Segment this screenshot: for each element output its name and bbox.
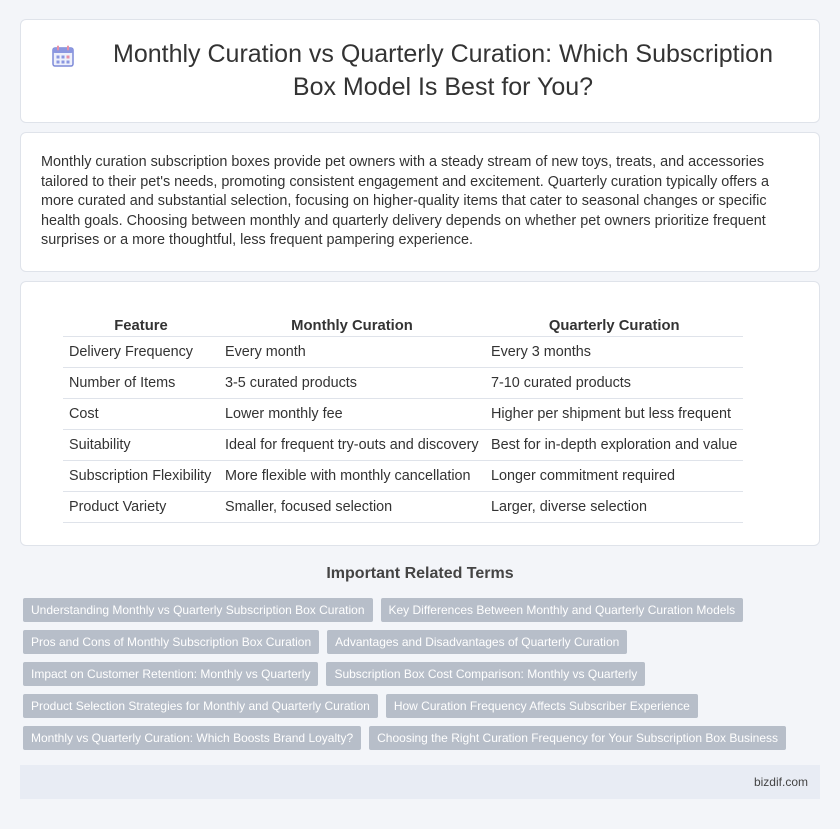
- related-tag-link[interactable]: Key Differences Between Monthly and Quarterly Curation Models: [381, 598, 744, 622]
- table-cell: Every month: [219, 337, 485, 368]
- table-cell: Longer commitment required: [485, 461, 743, 492]
- table-cell: More flexible with monthly cancellation: [219, 461, 485, 492]
- page-title: Monthly Curation vs Quarterly Curation: Which Subscription Box Model Is Best for You?: [113, 40, 773, 101]
- tag-row: [23, 630, 823, 654]
- table-row: [63, 368, 743, 399]
- table-cell: Smaller, focused selection: [219, 492, 485, 523]
- related-tags: [23, 598, 823, 758]
- table-cell: 3-5 curated products: [219, 368, 485, 399]
- table-row: [63, 461, 743, 492]
- related-tag-link[interactable]: Subscription Box Cost Comparison: Monthly vs Quarterly: [326, 662, 645, 686]
- intro-paragraph: Monthly curation subscription boxes provide pet owners with a steady stream of new toys, treats, and accessories tailored to their pet's needs, promoting consistent engagement and excitement. Quarterly curation typically offers a more curated and substantial selection, focusing on higher-quality items that cater to seasonal changes or specific health goals. Choosing between monthly and quarterly delivery depends on whether pet owners prioritize frequent surprises or a more thoughtful, less frequent pampering experience.: [41, 154, 770, 249]
- comparison-table-card: [20, 281, 820, 546]
- title-wrap: [51, 38, 789, 104]
- table-cell: Product Variety: [63, 492, 219, 523]
- table-cell: Every 3 months: [485, 337, 743, 368]
- table-cell: Number of Items: [63, 368, 219, 399]
- table-row: [63, 337, 743, 368]
- table-cell: Delivery Frequency: [63, 337, 219, 368]
- table-cell: Higher per shipment but less frequent: [485, 399, 743, 430]
- header-feature: Feature: [63, 314, 219, 337]
- comparison-table: [63, 314, 743, 523]
- related-tag-link[interactable]: Product Selection Strategies for Monthly and Quarterly Curation: [23, 694, 378, 718]
- header-monthly: Monthly Curation: [219, 314, 485, 337]
- table-cell: Best for in-depth exploration and value: [485, 430, 743, 461]
- related-tag-link[interactable]: Advantages and Disadvantages of Quarterly Curation: [327, 630, 627, 654]
- related-tag-link[interactable]: Choosing the Right Curation Frequency for Your Subscription Box Business: [369, 726, 786, 750]
- table-row: [63, 430, 743, 461]
- related-tag-link[interactable]: Impact on Customer Retention: Monthly vs Quarterly: [23, 662, 318, 686]
- table-cell: 7-10 curated products: [485, 368, 743, 399]
- table-row: [63, 399, 743, 430]
- table-cell: Larger, diverse selection: [485, 492, 743, 523]
- related-tag-link[interactable]: How Curation Frequency Affects Subscriber Experience: [386, 694, 698, 718]
- table-row: [63, 492, 743, 523]
- table-header-row: [63, 314, 743, 337]
- footer: [20, 765, 820, 799]
- tag-row: [23, 726, 823, 750]
- footer-brand[interactable]: bizdif.com: [753, 775, 808, 789]
- related-tag-link[interactable]: Pros and Cons of Monthly Subscription Box Curation: [23, 630, 319, 654]
- calendar-icon: [51, 44, 75, 68]
- tag-row: [23, 694, 823, 718]
- related-terms-heading: Important Related Terms: [326, 565, 514, 582]
- table-cell: Cost: [63, 399, 219, 430]
- related-tag-link[interactable]: Understanding Monthly vs Quarterly Subscription Box Curation: [23, 598, 373, 622]
- tag-row: [23, 662, 823, 686]
- related-tag-link[interactable]: Monthly vs Quarterly Curation: Which Boosts Brand Loyalty?: [23, 726, 361, 750]
- title-card: [20, 19, 820, 123]
- table-cell: Lower monthly fee: [219, 399, 485, 430]
- intro-card: [20, 132, 820, 272]
- table-cell: Subscription Flexibility: [63, 461, 219, 492]
- tag-row: [23, 598, 823, 622]
- header-quarterly: Quarterly Curation: [485, 314, 743, 337]
- table-cell: Ideal for frequent try-outs and discovery: [219, 430, 485, 461]
- table-cell: Suitability: [63, 430, 219, 461]
